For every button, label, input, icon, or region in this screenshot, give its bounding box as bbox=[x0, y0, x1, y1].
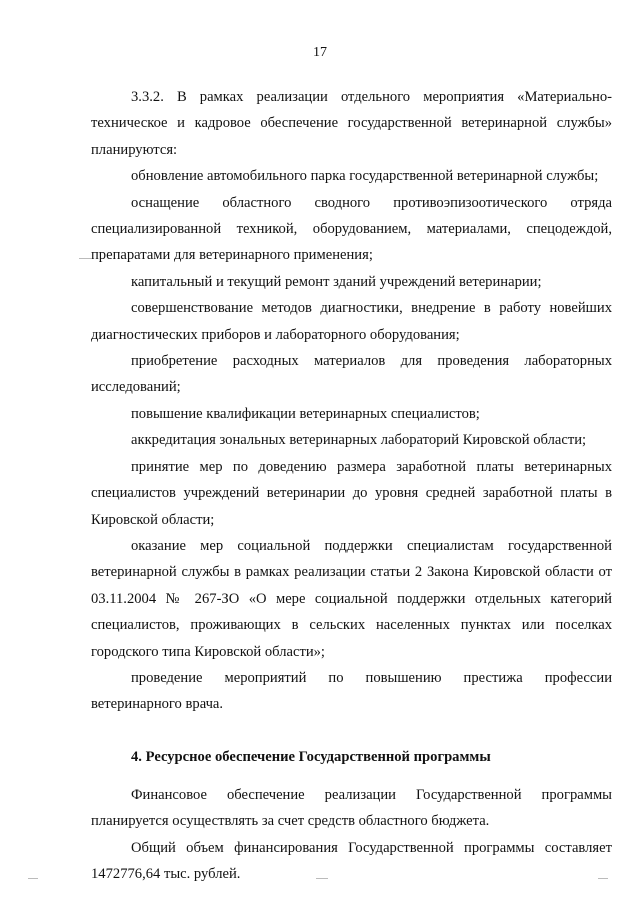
paragraph: Финансовое обеспечение реализации Государственной программы планируется осуществлять за счет средств областного бюджета. bbox=[91, 786, 612, 830]
list-item: проведение мероприятий по повышению престижа профессии ветеринарного врача. bbox=[91, 669, 612, 713]
list-item: оснащение областного сводного противоэпизоотического отряда специализированной техникой, оборудованием, материалами, спецодеждой, препаратами для ветеринарного применения; bbox=[91, 194, 612, 264]
document-body bbox=[91, 84, 612, 887]
section-heading: 4. Ресурсное обеспечение Государственной программы bbox=[131, 748, 491, 765]
list-item: приобретение расходных материалов для проведения лабораторных исследований; bbox=[91, 353, 612, 396]
scan-artifact bbox=[316, 878, 328, 879]
paragraph: Общий объем финансирования Государственной программы составляет 1472776,64 тыс. рублей. bbox=[91, 839, 612, 882]
scan-artifact bbox=[28, 878, 38, 879]
list-item: оказание мер социальной поддержки специалистам государственной ветеринарной службы в рамках реализации статьи 2 Закона Кировской области от 03.11.2004 № 267-ЗО «О мере социальной поддержки отдельных категорий специалистов, проживающих в сельских населенных пунктах или поселках городского типа Кировской области»; bbox=[91, 537, 612, 660]
scan-artifact bbox=[79, 258, 91, 259]
page-number: 17 bbox=[313, 45, 327, 60]
paragraph: 3.3.2. В рамках реализации отдельного мероприятия «Материально-техническое и кадровое обеспечение государственной ветеринарной службы» планируются: bbox=[91, 89, 612, 158]
list-item: аккредитация зональных ветеринарных лабораторий Кировской области; bbox=[131, 432, 587, 449]
list-item: повышение квалификации ветеринарных специалистов; bbox=[131, 405, 480, 422]
list-item: обновление автомобильного парка государственной ветеринарной службы; bbox=[131, 168, 599, 185]
list-item: принятие мер по доведению размера заработной платы ветеринарных специалистов учреждений ветеринарии до уровня средней заработной платы в Кировской области; bbox=[91, 458, 612, 528]
scan-artifact bbox=[598, 878, 608, 879]
list-item: совершенствование методов диагностики, внедрение в работу новейших диагностических приборов и лабораторного оборудования; bbox=[91, 300, 612, 343]
list-item: капитальный и текущий ремонт зданий учреждений ветеринарии; bbox=[131, 273, 542, 290]
